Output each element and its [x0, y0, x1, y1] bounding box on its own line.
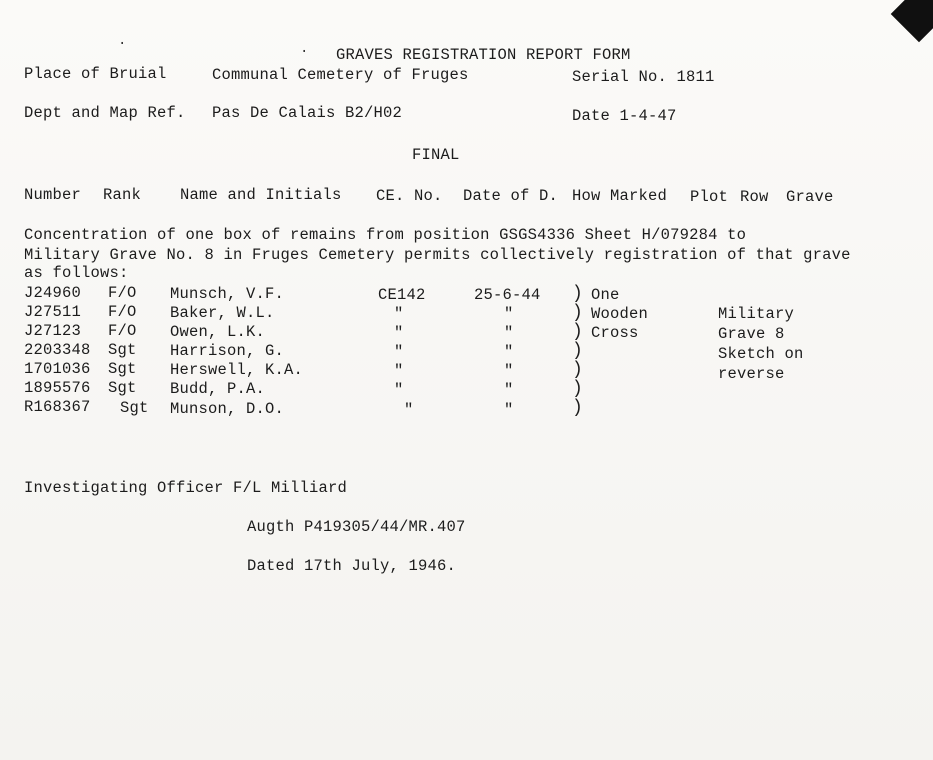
row-date: "	[504, 362, 514, 380]
row-name: Harrison, G.	[170, 342, 285, 360]
row-date: "	[504, 381, 514, 399]
serial-number: Serial No. 1811	[572, 68, 715, 86]
grave-note-line: Military	[718, 305, 795, 323]
row-date: "	[504, 324, 514, 342]
investigating-officer: Investigating Officer F/L Milliard	[24, 479, 348, 497]
row-ce: "	[394, 381, 404, 399]
row-name: Munson, D.O.	[170, 400, 285, 418]
row-name: Baker, W.L.	[170, 304, 275, 322]
report-date: Date 1-4-47	[572, 107, 677, 125]
place-value: Communal Cemetery of Fruges	[212, 66, 469, 84]
authority-reference: Augth P419305/44/MR.407	[247, 518, 466, 536]
page-corner-shadow	[891, 0, 933, 42]
row-number: 1701036	[24, 360, 91, 378]
col-name: Name and Initials	[180, 186, 342, 204]
col-ce: CE. No.	[376, 187, 443, 205]
row-rank: Sgt	[120, 399, 149, 417]
col-number: Number	[24, 186, 82, 204]
row-ce: CE142	[378, 286, 426, 304]
document-page: · · GRAVES REGISTRATION REPORT FORM Place of Bruial Communal Cemetery of Fruges Serial No. 1811 Dept and Map Ref. Pas De Calais B2/H02 Date 1-4-47 FINAL Number Rank Name and Initials CE. No. Date of D. How Marked Plot Row Grave Concentration of one box of remains from position GSGS4336 Sheet H/079284 to Military Grave No. 8 in Fruges Cemetery permits collectively registration of that grave as follows: J24960 F/O Munsch, V.F. CE142 25-6-44 J27511 F/O Baker, W.L. " " J27123 F/O Owen, L.K. " " 2203348 Sgt Harrison, G. " " 1701036 Sgt Herswell, K.A. " " 1895576 Sgt Budd, P.A. " " R168367 Sgt Munson, D.O. " " ) ) ) ) ) ) ) One Wooden Cross Military Grave 8 Sketch on reverse Investigating Officer F/L Milliard Augth P419305/44/MR.407 Dated 17th July, 1946.	[0, 0, 933, 760]
dated-line: Dated 17th July, 1946.	[247, 557, 457, 575]
col-plot: Plot	[690, 188, 729, 206]
col-grave: Grave	[786, 188, 834, 206]
row-number: 2203348	[24, 341, 91, 359]
intro-line: Concentration of one box of remains from position GSGS4336 Sheet H/079284 to	[24, 226, 747, 244]
row-number: R168367	[24, 398, 91, 416]
row-name: Owen, L.K.	[170, 323, 266, 341]
intro-line: as follows:	[24, 264, 129, 282]
grave-note-line: reverse	[718, 365, 785, 383]
row-ce: "	[394, 324, 404, 342]
row-date: "	[504, 305, 514, 323]
row-number: J24960	[24, 284, 82, 302]
row-name: Budd, P.A.	[170, 380, 266, 398]
ink-speck: ·	[300, 44, 309, 60]
row-number: J27511	[24, 303, 82, 321]
col-date: Date of D.	[463, 187, 559, 205]
place-label: Place of Bruial	[24, 65, 167, 83]
row-name: Herswell, K.A.	[170, 361, 304, 379]
row-rank: F/O	[108, 322, 137, 340]
row-rank: Sgt	[108, 379, 137, 397]
dept-label: Dept and Map Ref.	[24, 104, 186, 122]
row-number: J27123	[24, 322, 82, 340]
col-how-marked: How Marked	[572, 187, 668, 205]
how-marked-line: One	[591, 286, 620, 304]
row-rank: F/O	[108, 303, 137, 321]
row-rank: F/O	[108, 284, 137, 302]
col-row: Row	[740, 188, 769, 206]
how-marked-line: Wooden	[591, 305, 649, 323]
status-final: FINAL	[412, 146, 460, 164]
intro-line: Military Grave No. 8 in Fruges Cemetery permits collectively registration of that grave	[24, 246, 851, 264]
row-date: "	[504, 401, 514, 419]
grave-note-line: Sketch on	[718, 345, 804, 363]
form-title: GRAVES REGISTRATION REPORT FORM	[336, 46, 631, 64]
ink-speck: ·	[118, 36, 127, 52]
how-marked-line: Cross	[591, 324, 639, 342]
row-number: 1895576	[24, 379, 91, 397]
row-ce: "	[394, 343, 404, 361]
row-ce: "	[404, 401, 414, 419]
row-name: Munsch, V.F.	[170, 285, 285, 303]
row-rank: Sgt	[108, 341, 137, 359]
grave-note-line: Grave 8	[718, 325, 785, 343]
row-date: "	[504, 343, 514, 361]
row-rank: Sgt	[108, 360, 137, 378]
row-date: 25-6-44	[474, 286, 541, 304]
row-ce: "	[394, 305, 404, 323]
col-rank: Rank	[103, 186, 142, 204]
row-ce: "	[394, 362, 404, 380]
dept-value: Pas De Calais B2/H02	[212, 104, 403, 122]
